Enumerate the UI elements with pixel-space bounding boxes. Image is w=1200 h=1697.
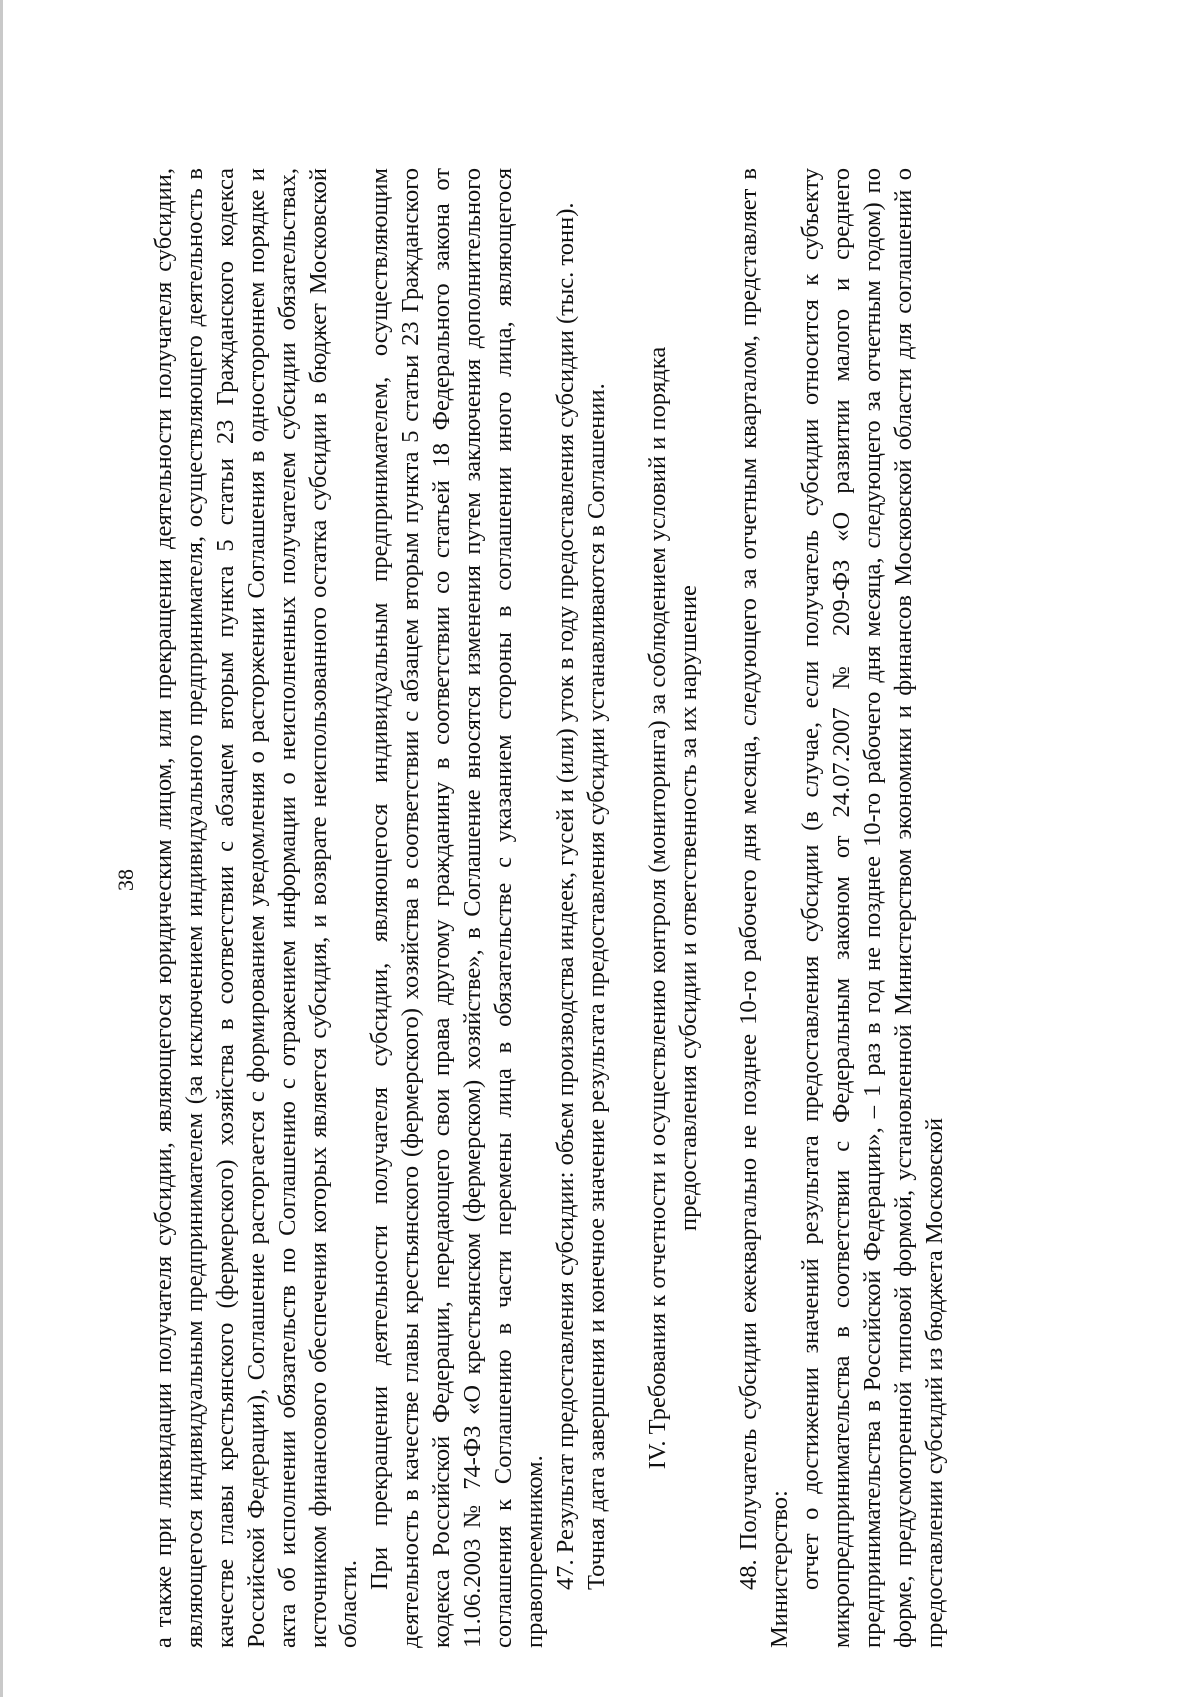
paragraph-48-reporting: 48. Получатель субсидии ежеквартально не позднее 10-го рабочего дня месяца, следующего за отчетным кварталом, представляет в Министерство: (735, 168, 794, 1648)
paragraph-completion-date: Точная дата завершения и конечное значение результата предоставления субсидии устанавливаются в Соглашении. (582, 383, 610, 1590)
rotated-document-page (105, 100, 1135, 1660)
page-number: 38 (113, 869, 138, 891)
paragraph-termination-farmer: При прекращении деятельности получателя субсидии, являющегося индивидуальным предпринимателем, осуществляющим деятельность в качестве главы крестьянского (фермерского) хозяйства в соответствии с абзацем вторым пункта 5 статьи 23 Гражданского кодекса Российской Федерации, передающего свои права другому гражданину в соответствии со статьей 18 Федерального закона от 11.06.2003 № 74-ФЗ «О крестьянском (фермерском) хозяйстве», в Соглашение вносятся изменения путем заключения дополнительного соглашения к Соглашению в части перемены лица в обязательстве с указанием стороны в соглашении иного лица, являющегося правопреемником. (366, 168, 548, 1648)
paragraph-47-result: 47. Результат предоставления субсидии: объем производства индеек, гусей и (или) уток в году предоставления субсидии (тыс. тонн). (551, 202, 579, 1590)
section-heading-iv: IV. Требования к отчетности и осуществлению контроля (мониторинга) за соблюдением условий и порядка предоставления субсидии и ответственность за их нарушение (643, 346, 702, 1470)
paragraph-report-achievement: отчет о достижении значений результата предоставления субсидии (в случае, если получатель субсидии относится к субъекту микропредпринимательства в соответствии с Федеральным законом от 24.07.2007 № 209-ФЗ «О развитии малого и среднего предпринимательства в Российской Федерации», – 1 раз в год не позднее 10-го рабочего дня месяца, следующего за отчетным годом) по форме, предусмотренной типовой формой, установленной Министерством экономики и финансов Московской области для соглашений о предоставлении субсидий из бюджета Московской (797, 168, 948, 1648)
scan-edge (0, 0, 3, 1697)
paragraph-liquidation: а также при ликвидации получателя субсидии, являющегося юридическим лицом, или прекращении деятельности получателя субсидии, являющегося индивидуальным предпринимателем (за исключением индивидуального предпринимателя, осуществляющего деятельность в качестве главы крестьянского (фермерского) хозяйства в соответствии с абзацем вторым пункта 5 статьи 23 Гражданского кодекса Российской Федерации), Соглашение расторгается с формированием уведомления о расторжении Соглашения в одностороннем порядке и акта об исполнении обязательств по Соглашению с отражением информации о неисполненных получателем субсидии обязательствах, источником финансового обеспечения которых является субсидия, и возврате неиспользованного остатка субсидии в бюджет Московской области. (150, 168, 363, 1648)
document-body (149, 168, 951, 1648)
